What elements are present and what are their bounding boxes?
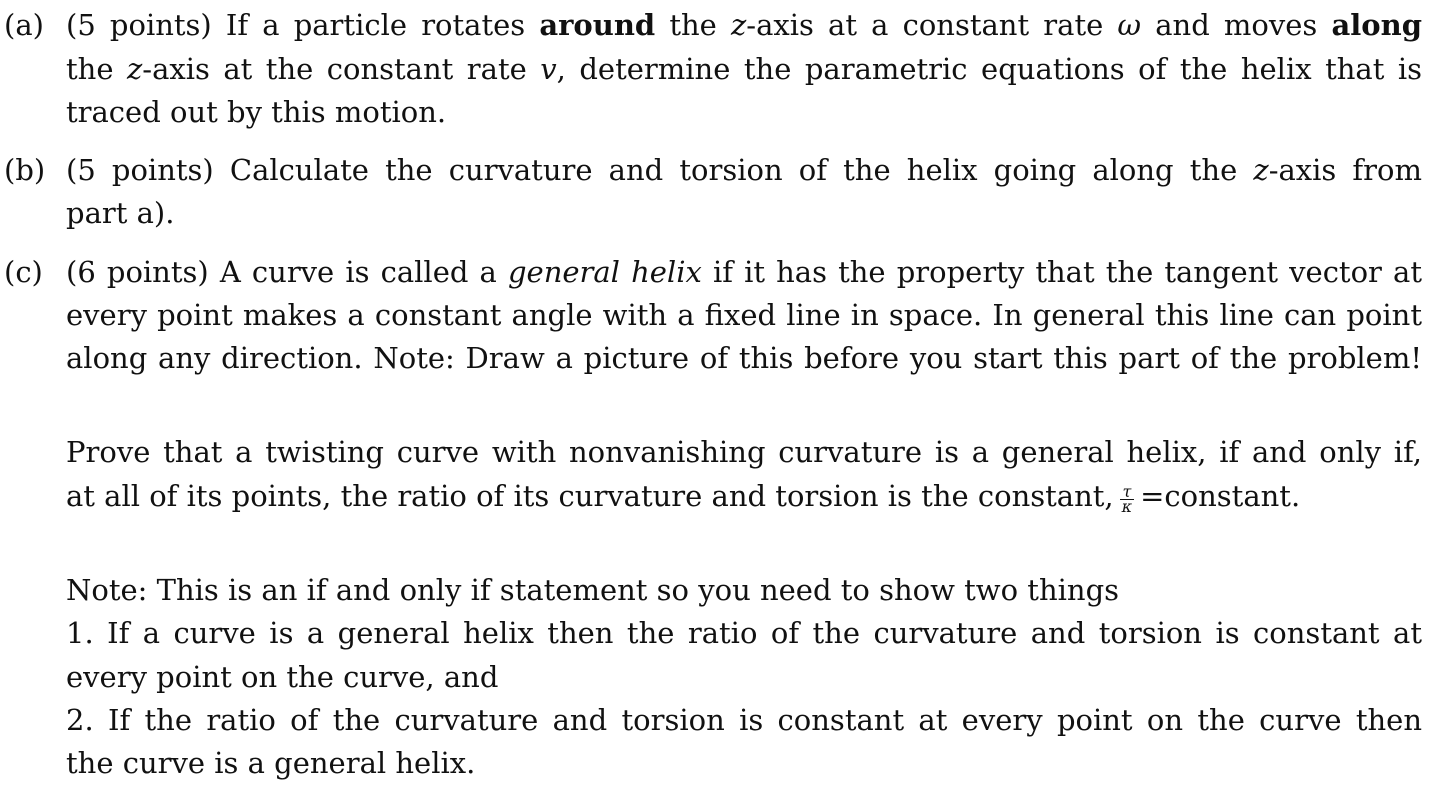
var-z: z (1253, 153, 1269, 187)
part-a-line-2-post: , determine the parametric equations of the helix that is (556, 52, 1422, 86)
part-a-line-1-pre: (5 points) If a particle rotates (66, 8, 540, 42)
fraction-denominator-kappa: κ (1121, 497, 1133, 516)
var-z: z (731, 8, 747, 42)
prove-line-1: Prove that a twisting curve with nonvanishing curvature is a general helix, if and only if, (66, 435, 1422, 469)
part-c-line-2: every point makes a constant angle with a fixed line in space. In general this line can point (66, 298, 1422, 332)
var-omega: ω (1117, 8, 1142, 42)
tau-over-kappa-fraction (1120, 482, 1135, 516)
general-helix-term: general helix (507, 255, 702, 289)
part-a-bold-around: around (539, 8, 656, 42)
part-a-line-2-mid1: -axis at the constant rate (142, 52, 541, 86)
part-c-label: (c) (4, 255, 43, 289)
var-z: z (126, 52, 143, 86)
part-a-line-2 (66, 52, 1422, 86)
part-b-line-2: part a). (66, 196, 175, 230)
note-line-4: 2. If the ratio of the curvature and torsion is constant at every point on the curve then (66, 703, 1422, 737)
part-b-label: (b) (4, 153, 46, 187)
prove-line-2 (66, 479, 1422, 514)
part-a-line-1-mid1: the (655, 8, 731, 42)
note-line-5: the curve is a general helix. (66, 746, 476, 780)
part-a-label: (a) (4, 8, 44, 42)
note-line-3: every point on the curve, and (66, 660, 499, 694)
var-v: v (540, 52, 557, 86)
note-line-1: Note: This is an if and only if statement so you need to show two things (66, 573, 1120, 607)
note-line-2: 1. If a curve is a general helix then the ratio of the curvature and torsion is constant at (66, 616, 1422, 650)
part-c-line-1-pre: (6 points) A curve is called a (66, 255, 508, 289)
part-a-line-1-mid3: and moves (1141, 8, 1332, 42)
prove-line-2-post: =constant. (1140, 479, 1301, 513)
part-a-line-1-mid2: -axis at a constant rate (746, 8, 1118, 42)
part-a-bold-along: along (1331, 8, 1422, 42)
part-a-line-3: traced out by this motion. (66, 95, 447, 129)
prove-line-2-pre: at all of its points, the ratio of its curvature and torsion is the constant, (66, 479, 1114, 513)
fraction-numerator-tau: τ (1120, 485, 1135, 500)
part-b-line-1-post: -axis from (1268, 153, 1422, 187)
part-c-line-1-post: if it has the property that the tangent vector at (701, 255, 1422, 289)
part-a-line-1 (66, 8, 1422, 42)
part-b-line-1 (66, 153, 1422, 187)
part-c-line-1 (66, 255, 1422, 289)
part-b-line-1-pre: (5 points) Calculate the curvature and torsion of the helix going along the (66, 153, 1254, 187)
part-c-line-3: along any direction. Note: Draw a picture of this before you start this part of the problem! (66, 341, 1422, 375)
part-a-line-2-pre: the (66, 52, 127, 86)
